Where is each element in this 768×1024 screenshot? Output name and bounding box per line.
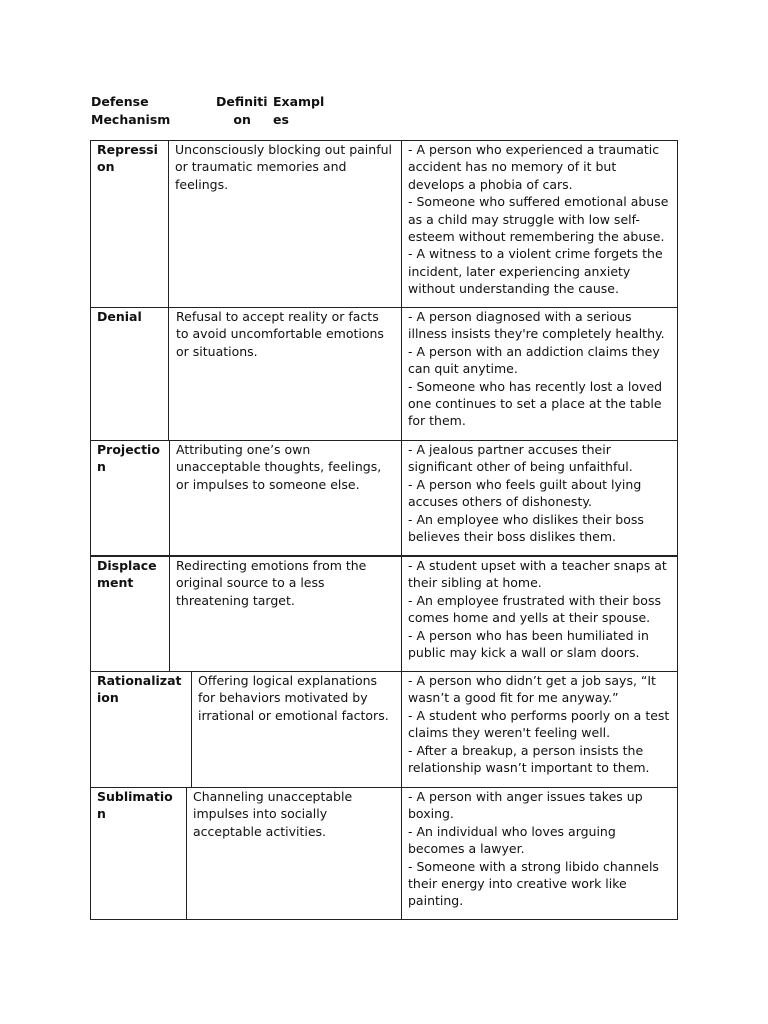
- table-row: [90, 787, 678, 920]
- mechanism-examples: - A person diagnosed with a serious illness insists they're completely healthy. - A person with an addiction claims they can quit anytime. - Someone who has recently lost a loved one continues to set a place at the table for them.: [408, 309, 665, 429]
- mechanism-definition: Unconsciously blocking out painful or traumatic memories and feelings.: [175, 142, 392, 192]
- table-row: [90, 671, 678, 788]
- header-defense-mechanism: Defense Mechanism: [91, 94, 171, 127]
- mechanism-term: Projectio n: [97, 442, 160, 475]
- mechanism-examples: - A person who didn’t get a job says, “It wasn’t a good fit for me anyway.” - A student who performs poorly on a test claims they weren't feeling well. - After a breakup, a person insists the relationship wasn’t important to them.: [408, 673, 670, 776]
- header-examples: Exampl es: [273, 94, 325, 127]
- header-definitions: Definiti on: [216, 94, 268, 127]
- table-row: [90, 307, 678, 441]
- mechanism-examples: - A person who experienced a traumatic accident has no memory of it but develops a phobia of cars. - Someone who suffered emotional abuse as a child may struggle with low self- esteem without remembering the abuse. - A witness to a violent crime forgets the incident, later experiencing anxiety without understanding the cause.: [408, 142, 669, 297]
- table-row: [90, 556, 678, 672]
- mechanism-term: Denial: [97, 309, 142, 324]
- mechanism-definition: Attributing one’s own unacceptable thoughts, feelings, or impulses to someone else.: [176, 442, 382, 492]
- mechanism-definition: Offering logical explanations for behaviors motivated by irrational or emotional factors.: [198, 673, 389, 723]
- mechanism-term: Rationalizat ion: [97, 673, 182, 706]
- mechanism-term: Sublimatio n: [97, 789, 173, 822]
- mechanism-definition: Refusal to accept reality or facts to avoid uncomfortable emotions or situations.: [176, 309, 384, 359]
- mechanism-term: Displace ment: [97, 558, 157, 591]
- mechanism-term: Repressi on: [97, 142, 158, 175]
- mechanism-examples: - A jealous partner accuses their significant other of being unfaithful. - A person who feels guilt about lying accuses others of dishonesty. - An employee who dislikes their boss believes their boss dislikes them.: [408, 442, 644, 545]
- mechanism-definition: Channeling unacceptable impulses into socially acceptable activities.: [193, 789, 353, 839]
- mechanism-examples: - A student upset with a teacher snaps at their sibling at home. - An employee frustrated with their boss comes home and yells at their spouse. - A person who has been humiliated in public may kick a wall or slam doors.: [408, 558, 667, 661]
- table-row: [90, 140, 678, 308]
- mechanism-definition: Redirecting emotions from the original source to a less threatening target.: [176, 558, 367, 608]
- mechanism-examples: - A person with anger issues takes up boxing. - An individual who loves arguing becomes a lawyer. - Someone with a strong libido channels their energy into creative work like painting.: [408, 789, 659, 909]
- table-row: [90, 440, 678, 556]
